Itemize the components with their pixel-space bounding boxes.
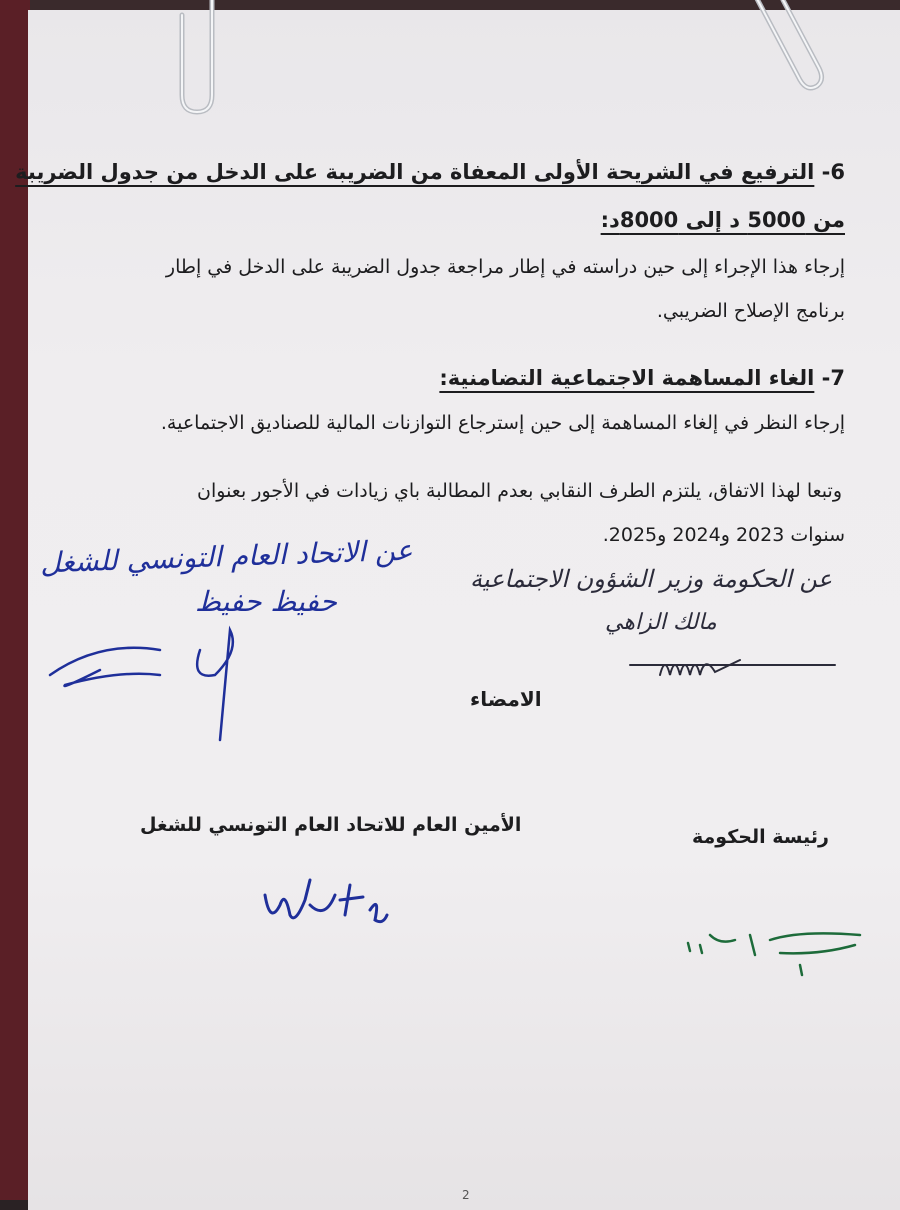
section-6-heading-line1	[15, 160, 845, 184]
section-7-heading	[439, 366, 845, 390]
signatory-ugtt-title: الأمين العام للاتحاد العام التونسي للشغل	[140, 814, 522, 836]
signature-ugtt-representative-icon	[40, 620, 260, 750]
page-number: 2	[462, 1188, 470, 1202]
section-7-number: 7-	[821, 366, 845, 390]
section-6-body-line1: إرجاء هذا الإجراء إلى حين دراسته في إطار مراجعة جدول الضريبة على الدخل في إطار	[165, 256, 845, 278]
section-7-title: الغاء المساهمة الاجتماعية التضامنية:	[439, 366, 815, 390]
handwritten-ugtt-note-line1: عن الاتحاد العام التونسي للشغل	[39, 533, 414, 580]
section-6-number: 6-	[821, 160, 845, 184]
signatures-heading: الامضاء	[470, 687, 542, 711]
handwritten-government-note-line2: مالك الزاهي	[605, 610, 717, 635]
section-6-title: الترفيع في الشريحة الأولى المعفاة من الضريبة على الدخل من جدول الضريبة	[15, 160, 815, 184]
section-6-heading-line2: من 5000 د إلى 8000د:	[600, 208, 845, 232]
signature-prime-minister-icon	[680, 915, 870, 980]
signatory-government-title: رئيسة الحكومة	[692, 826, 829, 848]
section-7-body: إرجاء النظر في إلغاء المساهمة إلى حين إسترجاع التوازنات المالية للصناديق الاجتماعية.	[160, 412, 845, 434]
signature-minister-icon	[620, 640, 840, 690]
commitment-line2: سنوات 2023 و2024 و2025.	[602, 524, 845, 546]
signature-ugtt-secretary-icon	[255, 865, 405, 945]
handwritten-ugtt-note-line2: حفيظ حفيظ	[195, 585, 337, 618]
section-6-body-line2: برنامج الإصلاح الضريبي.	[656, 300, 845, 322]
handwritten-government-note-line1: عن الحكومة وزير الشؤون الاجتماعية	[470, 565, 833, 593]
commitment-line1: وتبعا لهذا الاتفاق، يلتزم الطرف النقابي بعدم المطالبة باي زيادات في الأجور بعنوان	[197, 480, 842, 502]
